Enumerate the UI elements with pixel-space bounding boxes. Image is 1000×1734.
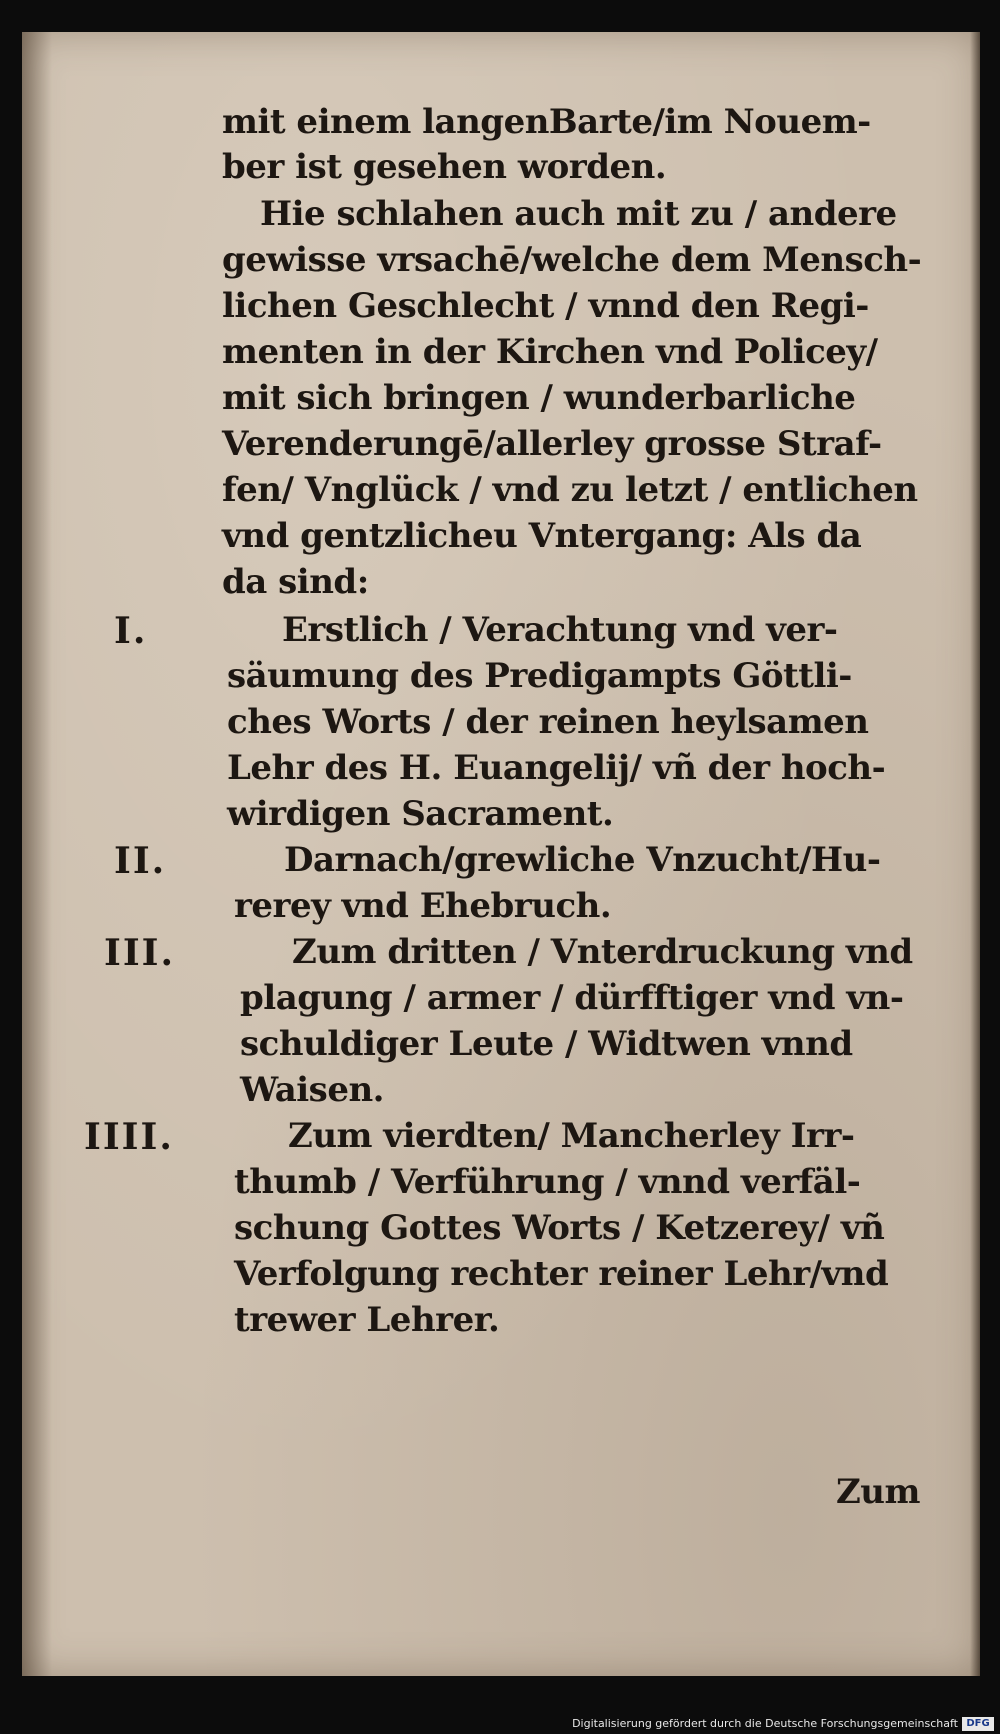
section-number: IIII. <box>84 1116 174 1158</box>
section-number: III. <box>104 932 176 974</box>
text-line: mit sich bringen / wunderbarliche <box>222 378 856 418</box>
text-line: Hie schlahen auch mit zu / andere <box>260 194 897 234</box>
section-number: I. <box>114 610 148 652</box>
text-line: wirdigen Sacrament. <box>227 794 614 834</box>
text-line: rerey vnd Ehebruch. <box>234 886 612 926</box>
dfg-logo: DFG <box>962 1717 994 1731</box>
footer-bar <box>0 1712 1000 1734</box>
text-line: fen/ Vnglück / vnd zu letzt / entlichen <box>222 470 918 510</box>
text-line: lichen Geschlecht / vnnd den Regi- <box>222 286 869 326</box>
text-line: Zum vierdten/ Mancherley Irr- <box>288 1116 855 1156</box>
section-number: II. <box>114 840 167 882</box>
text-line: Verenderungē/allerley grosse Straf- <box>222 424 882 464</box>
text-line: schuldiger Leute / Widtwen vnnd <box>240 1024 853 1064</box>
text-line: schung Gottes Worts / Ketzerey/ vñ <box>234 1208 885 1248</box>
text-line: plagung / armer / dürfftiger vnd vn- <box>240 978 904 1018</box>
text-line: da sind: <box>222 562 369 602</box>
text-line: gewisse vrsachē/welche dem Mensch- <box>222 240 922 280</box>
text-line: Erstlich / Verachtung vnd ver- <box>282 610 838 650</box>
page-edge <box>970 32 980 1676</box>
text-line: Lehr des H. Euangelij/ vñ der hoch- <box>227 748 886 788</box>
text-line: ches Worts / der reinen heylsamen <box>227 702 869 742</box>
footer-credit: Digitalisierung gefördert durch die Deutsche Forschungsgemeinschaft <box>572 1717 958 1730</box>
text-line: Zum dritten / Vnterdruckung vnd <box>292 932 913 972</box>
catchword: Zum <box>835 1472 920 1512</box>
text-line: menten in der Kirchen vnd Policey/ <box>222 332 878 372</box>
text-line: ber ist gesehen worden. <box>222 147 667 187</box>
text-line: thumb / Verführung / vnnd verfäl- <box>234 1162 861 1202</box>
text-line: Waisen. <box>240 1070 385 1110</box>
text-line: trewer Lehrer. <box>234 1300 500 1340</box>
book-page <box>22 32 980 1676</box>
text-line: Darnach/grewliche Vnzucht/Hu- <box>284 840 881 880</box>
text-line: vnd gentzlicheu Vntergang: Als da <box>222 516 862 556</box>
text-line: Verfolgung rechter reiner Lehr/vnd <box>234 1254 889 1294</box>
text-line: mit einem langenBarte/im Nouem- <box>222 102 871 142</box>
spine-shadow <box>22 32 52 1676</box>
text-line: säumung des Predigampts Göttli- <box>227 656 852 696</box>
